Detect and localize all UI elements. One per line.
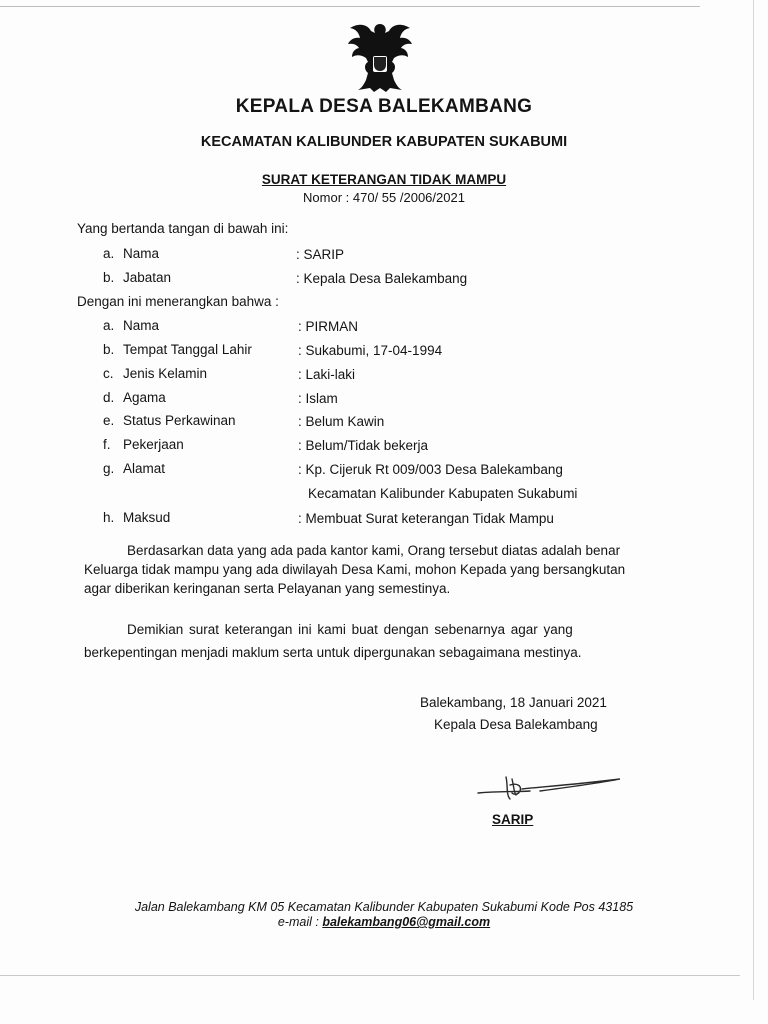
field-letter: a. xyxy=(103,246,115,261)
field-label: Nama xyxy=(123,318,160,333)
paragraph2-line: berkepentingan menjadi maklum serta untuk dipergunakan sebagaimana mestinya. xyxy=(84,645,582,660)
field-value: : Belum Kawin xyxy=(298,414,385,429)
signature-block xyxy=(420,692,607,736)
paragraph1-line: agar diberikan keringanan serta Pelayanan yang semestinya. xyxy=(84,581,451,596)
signer-name: SARIP xyxy=(492,812,534,827)
field-letter: c. xyxy=(103,366,114,381)
field-label: Maksud xyxy=(123,510,171,525)
field-letter: b. xyxy=(103,270,115,285)
paragraph2-line: Demikian surat keterangan ini kami buat dengan sebenarnya agar yang xyxy=(127,622,573,637)
scan-edge-bottom xyxy=(0,975,740,976)
field-value: : Belum/Tidak bekerja xyxy=(298,438,429,453)
email-link[interactable]: balekambang06@gmail.com xyxy=(322,915,491,929)
letterhead-subtitle: KECAMATAN KALIBUNDER KABUPATEN SUKABUMI xyxy=(200,134,568,150)
field-value: : Sukabumi, 17-04-1994 xyxy=(298,343,443,358)
field-label: Jenis Kelamin xyxy=(123,366,208,381)
field-letter: h. xyxy=(103,510,115,525)
email-label: e-mail : xyxy=(277,915,323,929)
intro2-text: Dengan ini menerangkan bahwa : xyxy=(77,294,279,309)
place-date: Balekambang, 18 Januari 2021 xyxy=(420,695,607,710)
field-value: : PIRMAN xyxy=(298,319,359,334)
field-label: Nama xyxy=(123,246,160,261)
scan-edge-right xyxy=(753,0,754,1000)
field-value: : Kp. Cijeruk Rt 009/003 Desa Balekambang xyxy=(298,462,563,477)
field-label: Alamat xyxy=(123,461,166,476)
field-letter: b. xyxy=(103,342,115,357)
garuda-emblem-icon xyxy=(340,18,420,98)
paragraph1-line: Berdasarkan data yang ada pada kantor kami, Orang tersebut diatas adalah benar xyxy=(127,543,621,558)
field-value: : Laki-laki xyxy=(298,367,356,382)
handwritten-signature xyxy=(470,765,630,815)
footer-email-line xyxy=(0,915,768,929)
field-letter: f. xyxy=(103,437,111,452)
footer-address: Jalan Balekambang KM 05 Kecamatan Kalibunder Kabupaten Sukabumi Kode Pos 43185 xyxy=(134,900,634,914)
letter-title: SURAT KETERANGAN TIDAK MAMPU xyxy=(261,172,507,187)
paragraph1-line: Keluarga tidak mampu yang ada diwilayah Desa Kami, mohon Kepada yang bersangkutan xyxy=(84,562,626,577)
field-letter: g. xyxy=(103,461,115,476)
signer-position: Kepala Desa Balekambang xyxy=(434,717,598,732)
field-value-continued: Kecamatan Kalibunder Kabupaten Sukabumi xyxy=(308,486,578,501)
letter-number: Nomor : 470/ 55 /2006/2021 xyxy=(303,190,465,205)
letterhead-title: KEPALA DESA BALEKAMBANG xyxy=(235,96,533,117)
field-value: : Kepala Desa Balekambang xyxy=(296,271,468,286)
scan-edge-top xyxy=(0,6,700,7)
field-value: : Islam xyxy=(298,391,338,406)
field-label: Status Perkawinan xyxy=(123,413,236,428)
field-value: : Membuat Surat keterangan Tidak Mampu xyxy=(298,511,554,526)
field-label: Tempat Tanggal Lahir xyxy=(123,342,252,357)
field-label: Agama xyxy=(123,390,166,405)
field-label: Pekerjaan xyxy=(123,437,184,452)
field-letter: d. xyxy=(103,390,115,405)
field-letter: e. xyxy=(103,413,115,428)
field-letter: a. xyxy=(103,318,115,333)
intro-text: Yang bertanda tangan di bawah ini: xyxy=(77,221,289,236)
field-label: Jabatan xyxy=(123,270,172,285)
field-value: : SARIP xyxy=(296,247,345,262)
